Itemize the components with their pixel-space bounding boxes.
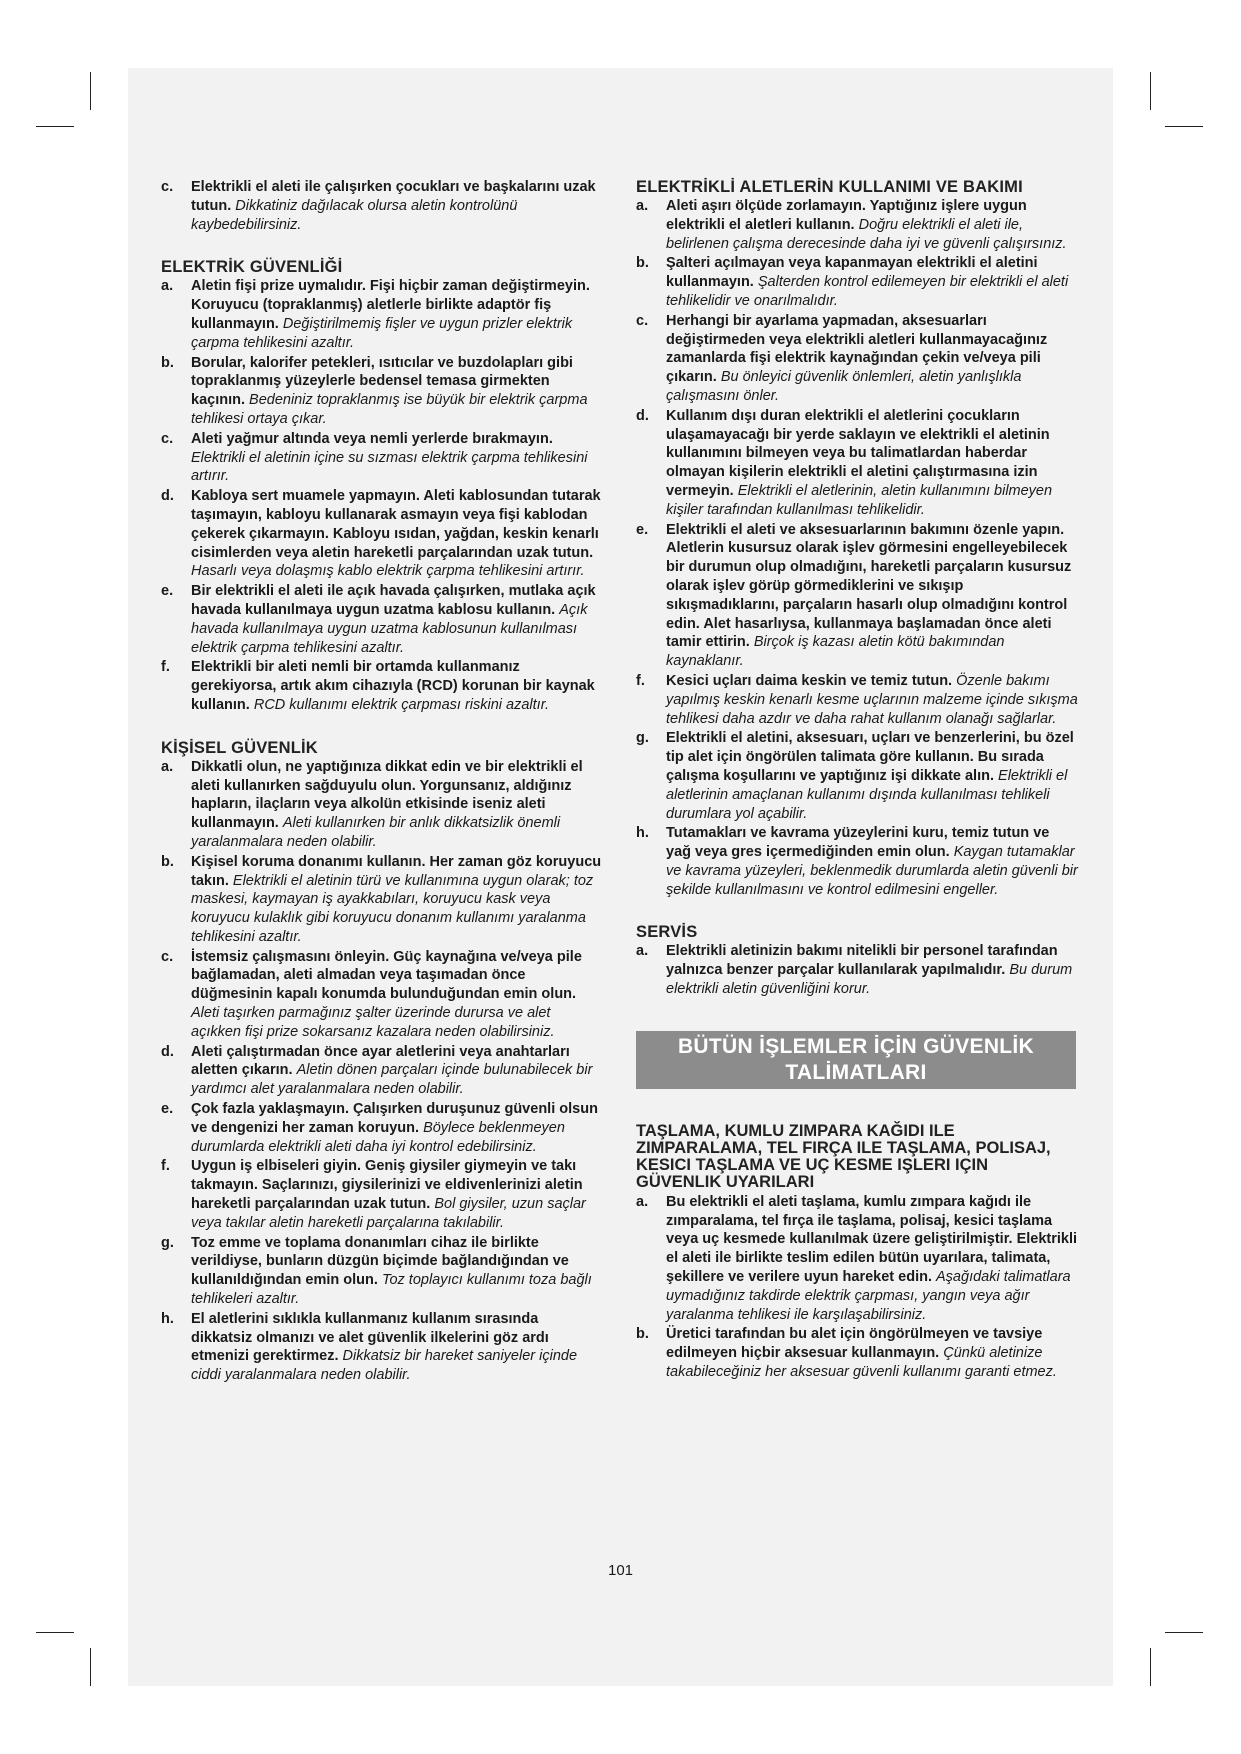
service-list <box>636 942 1078 998</box>
list-item <box>636 672 1078 728</box>
item-instruction: El aletlerini sıklıkla kullanmanız kullanım sırasında dikkatsiz olmanızı ve alet güvenlik ilkelerini göz ardı etmenizi gerektirmez. <box>191 1310 549 1365</box>
list-item <box>636 824 1078 899</box>
item-letter: g. <box>161 1234 174 1251</box>
item-explanation: Doğru elektrikli el aleti ile, belirlenen çalışma derecesinde daha iyi ve güvenli çalışırsınız. <box>666 216 1067 252</box>
item-letter: e. <box>636 521 649 538</box>
grinding-heading: TAŞLAMA, KUMLU ZIMPARA KAĞIDI ILE ZIMPARALAMA, TEL FIRÇA ILE TAŞLAMA, POLISAJ, KESICI TAŞLAMA VE UÇ KESME IŞLERI IÇIN GÜVENLIK UYARILARI <box>636 1121 1051 1191</box>
list-item <box>161 1234 603 1309</box>
item-letter: b. <box>161 853 174 870</box>
list-item <box>636 1193 1078 1325</box>
list-item <box>636 521 1078 671</box>
item-instruction: Aleti yağmur altında veya nemli yerlerde bırakmayın. <box>191 430 553 447</box>
item-letter: f. <box>161 659 170 676</box>
item-instruction: Şalteri açılmayan veya kapanmayan elektrikli el aletini kullanmayın. <box>666 255 1038 291</box>
list-item <box>161 487 603 581</box>
item-letter: a. <box>636 943 649 960</box>
list-item <box>636 254 1078 310</box>
list-item <box>161 948 603 1042</box>
list-item <box>161 582 603 657</box>
item-letter: b. <box>161 354 174 371</box>
right-column <box>636 178 1078 1383</box>
item-letter: d. <box>161 488 174 505</box>
item-explanation: Birçok iş kazası aletin kötü bakımından kaynaklanır. <box>666 634 1005 670</box>
safety-banner <box>636 1031 1076 1089</box>
item-instruction: Toz emme ve toplama donanımları cihaz ile birlikte verildiyse, bunların düzgün biçimde bağlandığından ve kullanıldığından emin olun. <box>191 1234 569 1289</box>
item-instruction: Tutamakları ve kavrama yüzeylerini kuru, temiz tutun ve yağ veya gres içermediğinden emin olun. <box>666 825 1050 861</box>
page-number: 101 <box>607 1562 634 1579</box>
item-letter: d. <box>161 1043 174 1060</box>
item-letter: a. <box>161 278 174 295</box>
item-letter: b. <box>636 255 649 272</box>
crop-mark-tl-v <box>90 72 91 110</box>
item-letter: d. <box>636 407 649 424</box>
item-letter: f. <box>161 1158 170 1175</box>
item-explanation: Aleti taşırken parmağınız şalter üzerinde durursa ve alet açıkken fişi prize sokarsanız kazalara neden olabilirsiniz. <box>191 1005 555 1040</box>
item-letter: a. <box>161 758 174 775</box>
item-letter: c. <box>161 948 174 965</box>
list-item <box>161 430 603 486</box>
item-explanation: Şalterden kontrol edilemeyen bir elektrikli el aleti tehlikelidir ve onarılmalıdır. <box>666 274 1069 309</box>
tool-use-care-heading: ELEKTRİKLİ ALETLERİN KULLANIMI VE BAKIMI <box>636 178 1023 196</box>
item-letter: c. <box>636 312 649 329</box>
list-item <box>161 1043 603 1099</box>
list-item <box>161 1310 603 1385</box>
list-item <box>636 197 1078 253</box>
personal-safety-heading: KİŞİSEL GÜVENLİK <box>161 738 318 757</box>
banner-title: BÜTÜN İŞLEMLER İÇİN GÜVENLİK TALİMATLARI <box>677 1034 1035 1084</box>
item-explanation: Özenle bakımı yapılmış keskin kenarlı kesme uçlarının malzeme içinde sıkışma tehlikesi daha azdır ve daha rahat kullanım olanağı sağlarlar. <box>666 672 1078 727</box>
list-item <box>161 1100 603 1156</box>
item-explanation: Dikkatiniz dağılacak olursa aletin kontrolünü kaybedebilirsiniz. <box>191 197 518 233</box>
item-explanation: Bedeniniz topraklanmış ise büyük bir elektrik çarpma tehlikesi ortaya çıkar. <box>191 392 588 427</box>
item-instruction: Çok fazla yaklaşmayın. Çalışırken duruşunuz güvenli olsun ve dengenizi her zaman koruyun. <box>191 1101 598 1136</box>
item-explanation: Dikkatsiz bir hareket saniyeler içinde ciddi yaralanmalara neden olabilir. <box>191 1348 578 1384</box>
item-instruction: Elektrikli el aleti ve aksesuarlarının bakımını özenle yapın. Aletlerin kusursuz olarak işlev görmesini engelleyebilecek bir durumun olup olmadığını, hareketli parçaların kusursuz olarak işlev görüp görmediklerini ve sıkışıp sıkışmadıklarını, parçaların hasarlı olup olmadığını kontrol edin. Alet hasarlıysa, kullanmaya başlamadan önce aleti tamir ettirin. <box>666 521 1072 651</box>
item-explanation: Bol giysiler, uzun saçlar veya takılar aletin hareketli parçalarına takılabilir. <box>191 1196 586 1231</box>
intro-item <box>161 178 603 234</box>
item-letter: e. <box>161 1101 174 1118</box>
crop-mark-br-v <box>1150 1648 1151 1686</box>
list-item <box>636 407 1078 520</box>
item-instruction: Elektrikli el aleti ile çalışırken çocukları ve başkalarını uzak tutun. <box>191 179 596 214</box>
item-explanation: Aşağıdaki talimatlara uymadığınız takdirde elektrik çarpması, yangın veya ağır yaralanma tehlikesi ile karşılaşabilirsiniz. <box>666 1269 1071 1323</box>
item-instruction: Borular, kalorifer petekleri, ısıtıcılar ve buzdolapları gibi topraklanmış yüzeylerle bedensel temasa girmekten kaçının. <box>191 354 573 409</box>
item-instruction: Elektrikli bir aleti nemli bir ortamda kullanmanız gerekiyorsa, artık akım cihazıyla (RCD) korunan bir kaynak kullanın. <box>191 659 595 713</box>
list-item <box>161 853 603 947</box>
item-explanation: Bu durum elektrikli aletin güvenliğini korur. <box>666 962 1073 998</box>
list-item <box>161 1157 603 1232</box>
left-column <box>161 178 603 1386</box>
item-letter: b. <box>636 1326 649 1343</box>
list-item <box>636 312 1078 406</box>
item-instruction: Bir elektrikli el aleti ile açık havada çalışırken, mutlaka açık havada kullanılmaya uygun uzatma kablosu kullanın. <box>191 583 596 618</box>
crop-mark-tr-h <box>1165 126 1203 127</box>
list-item <box>636 729 1078 823</box>
crop-mark-bl-v <box>90 1648 91 1686</box>
crop-mark-tl-h <box>36 126 74 127</box>
item-letter: h. <box>161 1310 174 1327</box>
item-explanation: Elektrikli el aletlerinin, aletin kullanımını bilmeyen kişiler tarafından kullanılması tehlikelidir. <box>666 482 1053 518</box>
item-instruction: Üretici tarafından bu alet için öngörülmeyen ve tavsiye edilmeyen hiçbir aksesuar kullanmayın. <box>666 1326 1043 1362</box>
item-letter: f. <box>636 672 645 689</box>
item-letter: a. <box>636 1193 649 1210</box>
item-letter: g. <box>636 730 649 747</box>
item-explanation: Elektrikli el aletlerinin amaçlanan kullanımı dışında kullanılması tehlikeli durumlara yol açabilir. <box>666 767 1068 822</box>
item-explanation: Bu önleyici güvenlik önlemleri, aletin yanlışlıkla çalışmasını önler. <box>666 369 1022 404</box>
list-item <box>636 942 1078 998</box>
item-explanation: Elektrikli el aletinin türü ve kullanımına uygun olarak; toz maskesi, kaymayan iş ayakkabıları, koruyucu kask veya koruyucu kulaklık gibi koruyucu donanım kullanımı yaralanma tehlikesini azaltır. <box>191 872 594 945</box>
item-instruction: Dikkatli olun, ne yaptığınıza dikkat edin ve bir elektrikli el aleti kullanırken sağduyulu olun. Yorgunsanız, aldığınız hapların, ilaçların veya alkolün etkisinde iseniz aleti kullanmayın. <box>191 758 583 832</box>
item-explanation: Hasarlı veya dolaşmış kablo elektrik çarpma tehlikesini artırır. <box>191 563 585 580</box>
list-item <box>161 277 603 352</box>
item-explanation: Aleti kullanırken bir anlık dikkatsizlik önemli yaralanmalara neden olabilir. <box>191 815 561 850</box>
item-explanation: Kaygan tutamaklar ve kavrama yüzeyleri, beklenmedik durumlarda aletin güvenli bir şekilde kullanılmasını ve kontrol edilmesini engeller. <box>666 844 1078 898</box>
item-instruction: Uygun iş elbiseleri giyin. Geniş giysiler giymeyin ve takı takmayın. Saçlarınızı, giysilerinizi ve eldivenlerinizi aletin hareketli parçalarından uzak tutun. <box>191 1158 583 1213</box>
item-explanation: Aletin dönen parçaları içinde bulunabilecek bir yardımcı alet yaralanmalara neden olabilir. <box>191 1062 593 1098</box>
item-instruction: Kullanım dışı duran elektrikli el aletlerini çocukların ulaşamayacağı bir yerde saklayın ve elektrikli el aletinin kullanımını bilmeyen veya bu talimatlardan haberdar olmayan kişilerin elektrikli el aletini çalıştırmasına izin vermeyin. <box>666 407 1050 499</box>
item-letter: a. <box>636 198 649 214</box>
item-explanation: Değiştirilmemiş fişler ve uygun prizler elektrik çarpma tehlikesini azaltır. <box>191 315 573 351</box>
item-letter: e. <box>161 583 174 600</box>
tool-use-care-list <box>636 197 1078 899</box>
service-heading: SERVİS <box>636 923 698 942</box>
list-item <box>636 1325 1078 1381</box>
electric-safety-list <box>161 277 603 714</box>
item-instruction: Aleti çalıştırmadan önce ayar aletlerini veya anahtarları aletten çıkarın. <box>191 1043 570 1079</box>
item-instruction: Kişisel koruma donanımı kullanın. Her zaman göz koruyucu takın. <box>191 853 602 889</box>
item-explanation: Toz toplayıcı kullanımı toza bağlı tehlikeleri azaltır. <box>191 1272 592 1308</box>
list-item <box>161 354 603 429</box>
item-explanation: Çünkü aletinize takabileceğiniz her aksesuar güvenli kullanımı garanti etmez. <box>666 1345 1057 1381</box>
item-explanation: Böylece beklenmeyen durumlarda elektrikli aleti daha iyi kontrol edebilirsiniz. <box>191 1119 565 1155</box>
electric-safety-heading: ELEKTRİK GÜVENLİĞİ <box>161 258 343 277</box>
list-item <box>161 758 603 852</box>
crop-mark-br-h <box>1165 1632 1203 1633</box>
item-instruction: Elektrikli el aletini, aksesuarı, uçları ve benzerlerini, bu özel tip alet için öngörülen talimata göre kullanın. Bu sırada çalışma koşullarını ve yaptığınız işi dikkate alın. <box>666 730 1074 784</box>
item-explanation: RCD kullanımı elektrik çarpması riskini azaltır. <box>253 696 550 713</box>
personal-safety-list <box>161 758 603 1385</box>
item-letter: c. <box>161 179 174 195</box>
item-instruction: Aletin fişi prize uymalıdır. Fişi hiçbir zaman değiştirmeyin. Koruyucu (topraklanmış) aletlerle birlikte adaptör fiş kullanmayın. <box>191 278 590 332</box>
grinding-list <box>636 1193 1078 1382</box>
item-explanation: Açık havada kullanılmaya uygun uzatma kablosunun kullanılması elektrik çarpma tehlikesini azaltır. <box>191 601 588 656</box>
item-letter: c. <box>161 430 174 447</box>
item-explanation: Elektrikli el aletinin içine su sızması elektrik çarpma tehlikesini artırır. <box>191 449 588 485</box>
crop-mark-bl-h <box>36 1632 74 1633</box>
item-instruction: Bu elektrikli el aleti taşlama, kumlu zımpara kağıdı ile zımparalama, tel fırça ile taşlama, polisaj, kesici taşlama veya uç kesmede kullanılmak üzere geliştirilmiştir. Elektrikli el aleti ile birlikte teslim edilen bütün uyarılara, talimata, şekillere ve verilere uyun hareket edin. <box>666 1193 1078 1286</box>
item-letter: h. <box>636 825 649 842</box>
item-instruction: İstemsiz çalışmasını önleyin. Güç kaynağına ve/veya pile bağlamadan, aleti almadan veya taşımadan önce düğmesinin kapalı konumda bulunduğundan emin olun. <box>191 948 582 1003</box>
item-instruction: Kabloya sert muamele yapmayın. Aleti kablosundan tutarak taşımayın, kabloyu kullanarak asmayın veya fişi kablodan çekerek çıkarmayın. Kabloyu ısıdan, yağdan, keskin kenarlı cisimlerden veya aletin hareketli parçalarından uzak tutun. <box>191 488 601 561</box>
item-instruction: Kesici uçları daima keskin ve temiz tutun. <box>666 672 953 689</box>
item-instruction: Herhangi bir ayarlama yapmadan, aksesuarları değiştirmeden veya elektrikli aletleri kullanmayacağınız zamanlarda fişi elektrik kaynağından çekin ve/veya pili çıkarın. <box>666 312 1048 386</box>
item-instruction: Aleti aşırı ölçüde zorlamayın. Yaptığınız işlere uygun elektrikli el aletleri kullanın. <box>666 198 1027 233</box>
crop-mark-tr-v <box>1150 72 1151 110</box>
item-instruction: Elektrikli aletinizin bakımı nitelikli bir personel tarafından yalnızca benzer parçalar kullanılarak yapılmalıdır. <box>666 943 1058 979</box>
list-item <box>161 658 603 714</box>
